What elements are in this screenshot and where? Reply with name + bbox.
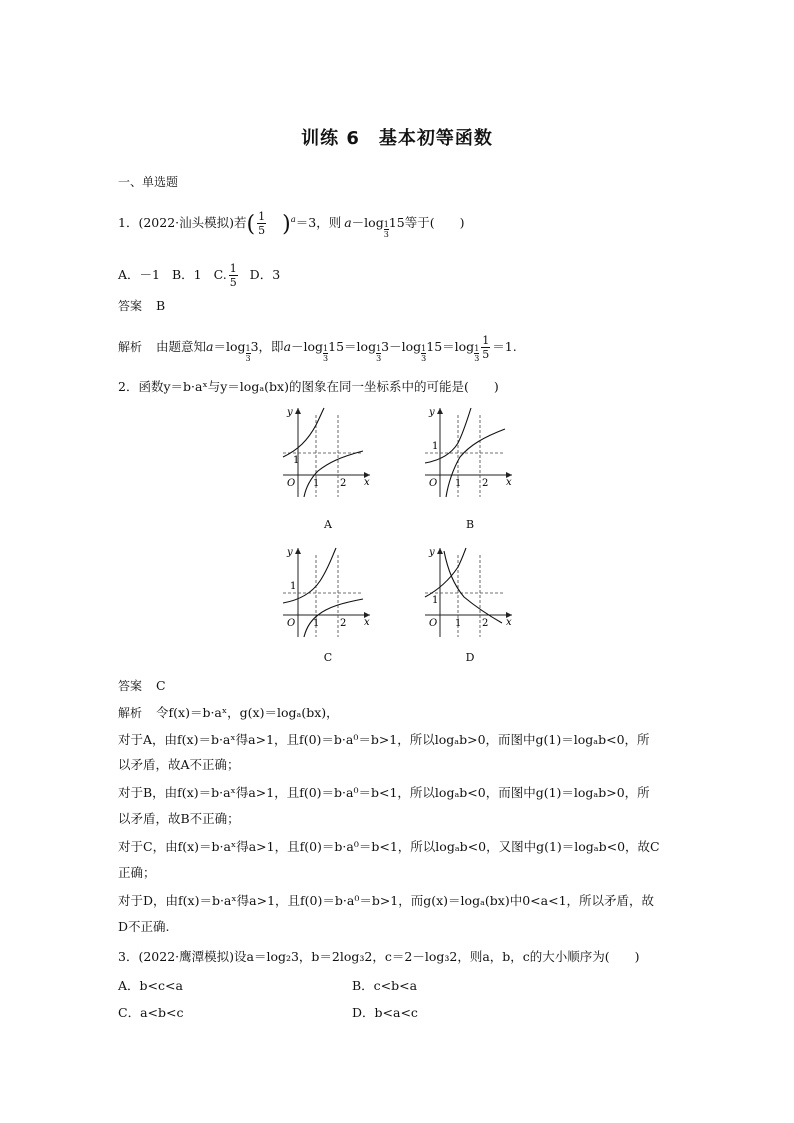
q1-option-a: A．－1 [118, 267, 160, 282]
q2-answer [118, 677, 166, 695]
q1-an-log2: －log [291, 339, 324, 354]
graph-c-tick-x1: 1 [313, 618, 320, 629]
graph-d [420, 545, 515, 640]
q1-an-base5-num: 1 [474, 344, 480, 353]
q2-analysis-text-0: 令f(x)＝b·aˣ，g(x)＝logₐ(bx)， [156, 705, 339, 720]
q1-an-15b: 15 [426, 339, 443, 354]
q3-option-c: C．a<b<c [118, 1005, 184, 1020]
q2-analysis-line-8: D不正确. [118, 919, 170, 934]
q1-an-log3: ＝log [344, 339, 377, 354]
q1-an-three2: 3 [381, 339, 390, 354]
q1-analysis [118, 334, 517, 363]
graph-a-label: A [324, 518, 332, 531]
q1-an-base4-num: 1 [421, 344, 427, 353]
graph-b-label: B [465, 518, 475, 531]
graph-d-log-curve [444, 551, 502, 623]
graph-b-tick-x1: 1 [455, 478, 462, 489]
q2-analysis-line-6: 正确； [118, 865, 156, 880]
graph-d-tick-x1: 1 [455, 618, 462, 629]
graph-a-y-label: y [287, 407, 293, 418]
q1-an-base1-den: 3 [245, 354, 251, 363]
q1-log-arg: 15 [388, 215, 405, 230]
graph-d-y-arrow [437, 548, 443, 554]
graph-b-tick-x2: 2 [482, 478, 489, 489]
q1-log-base-num: 1 [383, 220, 389, 229]
q1-option-c-fraction [229, 262, 238, 289]
page-title: 训练 6 基本初等函数 [301, 128, 493, 149]
graph-d-x-label: x [506, 617, 512, 628]
graph-c-label: C [323, 651, 333, 664]
q1-an-base2-num: 1 [323, 344, 329, 353]
q1-an-base5 [474, 344, 479, 363]
graph-a-origin: O [287, 478, 296, 489]
q1-an-base3-num: 1 [376, 344, 382, 353]
q1-an-base4-den: 3 [421, 354, 427, 363]
q3-stem: 3．(2022·鹰潭模拟)设a＝log₂3，b＝2log₃2，c＝2－log₃2，则a，b，c的大小顺序为( ) [118, 949, 640, 964]
q2-analysis-line-2: 以矛盾，故A不正确； [118, 757, 240, 772]
graph-d-y-label: y [429, 547, 435, 558]
q1-an-end: ＝1. [492, 339, 517, 354]
q2-answer-value: C [156, 678, 166, 693]
graph-c-y-arrow [295, 548, 301, 554]
graph-c-y-label: y [287, 547, 293, 558]
q1-an-log5: ＝log [442, 339, 475, 354]
graph-a-y-arrow [295, 408, 301, 414]
q2-analysis-line-5: 对于C，由f(x)＝b·aˣ得a>1，且f(0)＝b·a⁰＝b<1，所以logₐb<0，又图中g(1)＝logₐb<0，故C [118, 839, 660, 854]
q1-an-base1-num: 1 [245, 344, 251, 353]
q1-frac-num: 1 [258, 210, 266, 223]
graph-a-x-label: x [364, 477, 370, 488]
graph-d-tick-y1: 1 [432, 595, 439, 606]
graph-b [420, 405, 515, 500]
q1-log-base-den: 3 [383, 230, 389, 239]
graph-c [278, 545, 373, 640]
q1-option-b: B．1 [171, 267, 202, 282]
q2-analysis-line-1: 对于A，由f(x)＝b·aˣ得a>1，且f(0)＝b·a⁰＝b>1，所以logₐb>0，而图中g(1)＝logₐb<0，所 [118, 732, 650, 747]
q1-analysis-label: 解析 [118, 340, 143, 354]
graph-a-tick-x1: 1 [313, 478, 320, 489]
graph-b-y-label: y [429, 407, 435, 418]
graph-b-x-label: x [506, 477, 512, 488]
q1-suffix: 等于( ) [404, 215, 465, 230]
q1-an-base3-den: 3 [376, 354, 382, 363]
q2-analysis-line-4: 以矛盾，故B不正确； [118, 811, 240, 826]
q1-frac-den: 5 [258, 224, 266, 237]
q1-options [118, 262, 280, 289]
q1-paren-open: ( [246, 212, 256, 237]
q2-analysis-line-3: 对于B，由f(x)＝b·aˣ得a>1，且f(0)＝b·a⁰＝b<1，所以logₐb<0，而图中g(1)＝logₐb>0，所 [118, 785, 650, 800]
q3-option-b: B．c<b<a [352, 978, 418, 993]
graph-d-tick-x2: 2 [482, 618, 489, 629]
q2-answer-label: 答案 [118, 679, 143, 693]
graph-a [278, 405, 373, 500]
q1-answer-label: 答案 [118, 299, 143, 313]
q1-answer-value: B [156, 298, 166, 313]
graph-c-tick-y1: 1 [290, 581, 297, 592]
graph-d-label: D [465, 651, 475, 664]
q1-an-base2-den: 3 [323, 354, 329, 363]
graph-b-tick-y1: 1 [432, 441, 439, 452]
q1-an-three: 3，即 [250, 339, 284, 354]
graph-a-tick-x2: 2 [340, 478, 347, 489]
q3-option-a: A．b<c<a [118, 978, 183, 993]
graph-a-tick-y1: 1 [293, 455, 300, 466]
q1-mid: ＝3，则 [295, 215, 342, 230]
graph-c-origin: O [287, 618, 296, 629]
q1-an-fraction [481, 334, 490, 361]
q1-fraction [257, 210, 266, 237]
q1-an-text: 由题意知 [156, 339, 207, 354]
q3-option-d: D．b<a<c [352, 1005, 418, 1020]
q2-analysis-line-0 [118, 704, 339, 722]
graph-b-origin: O [429, 478, 438, 489]
q1-an-fr-num: 1 [482, 334, 490, 347]
q1-an-base5-den: 3 [474, 354, 480, 363]
q1-an-15: 15 [328, 339, 345, 354]
q1-option-c: C. [213, 267, 227, 282]
q1-paren-close: ) [282, 212, 291, 237]
q1-log: －log [351, 215, 384, 230]
graph-c-tick-x2: 2 [340, 618, 347, 629]
q1-optc-num: 1 [229, 262, 237, 275]
q1-optc-den: 5 [229, 276, 237, 289]
graph-a-log-curve [304, 451, 363, 497]
q2-analysis-label: 解析 [118, 706, 143, 720]
q1-exponent: a [290, 215, 296, 225]
q1-stem [118, 210, 464, 239]
q1-option-d: D．3 [249, 267, 281, 282]
q1-stem-prefix: 1．(2022·汕头模拟)若 [118, 215, 247, 230]
q1-an-log1: ＝log [213, 339, 246, 354]
q1-an-log4: －log [389, 339, 422, 354]
q1-an-fr-den: 5 [482, 348, 490, 361]
section-heading: 一、单选题 [118, 175, 179, 189]
q1-a: a [344, 215, 352, 230]
graph-c-x-label: x [364, 617, 370, 628]
q1-answer [118, 297, 165, 315]
q2-analysis-line-7: 对于D，由f(x)＝b·aˣ得a>1，且f(0)＝b·a⁰＝b>1，而g(x)＝logₐ(bx)中0<a<1，所以矛盾，故 [118, 893, 655, 908]
graph-d-origin: O [429, 618, 438, 629]
q1-an-a2: a [283, 339, 292, 354]
q1-an-a: a [206, 339, 214, 354]
q2-stem: 2．函数y＝b·aˣ与y＝logₐ(bx)的图象在同一坐标系中的可能是( ) [118, 379, 499, 394]
graph-b-y-arrow [437, 408, 443, 414]
